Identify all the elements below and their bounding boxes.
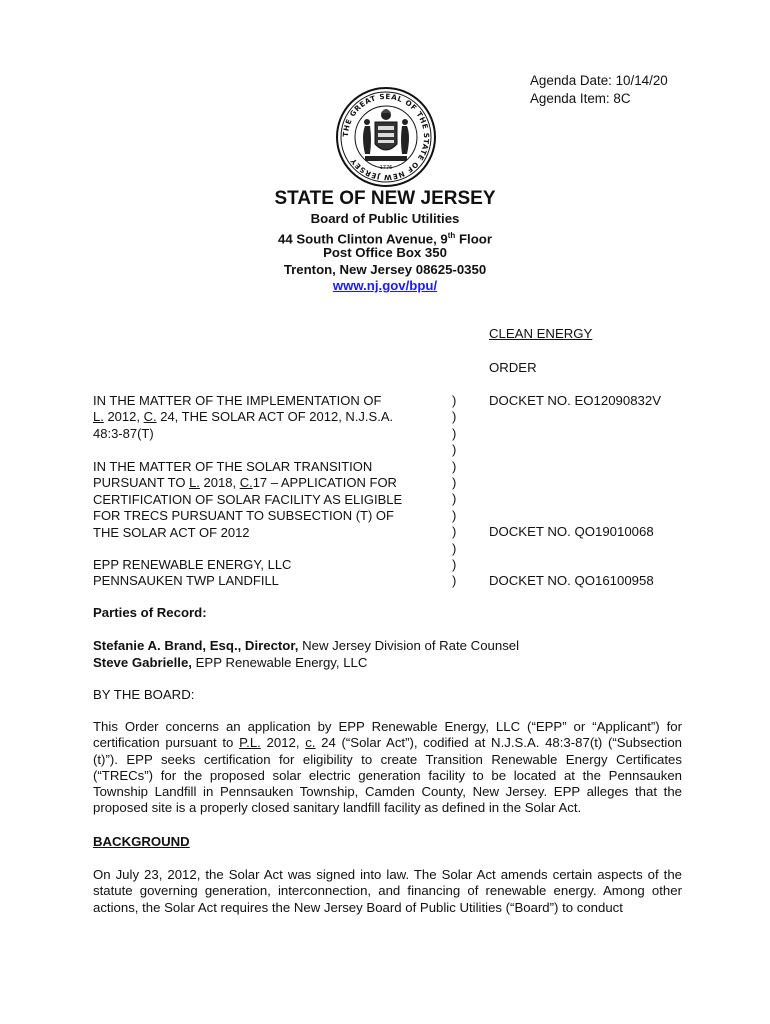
division-label: CLEAN ENERGY <box>489 326 593 341</box>
paren: ) <box>452 393 457 408</box>
by-the-board: BY THE BOARD: <box>93 687 195 702</box>
caption-text: 2018, <box>199 475 240 491</box>
paren: ) <box>452 458 457 474</box>
caption-l: L. <box>93 409 104 425</box>
party-org: EPP Renewable Energy, LLC <box>191 655 368 670</box>
caption-line: THE SOLAR ACT OF 2012 <box>93 524 250 540</box>
paren: ) <box>452 524 457 540</box>
caption-matter-2 <box>93 459 438 541</box>
caption-c: C. <box>239 475 253 491</box>
caption-text: 24, THE SOLAR ACT OF 2012, N.J.S.A. <box>156 409 394 425</box>
caption-line: CERTIFICATION OF SOLAR FACILITY AS ELIGIBLE <box>93 491 403 507</box>
agenda-item: Agenda Item: 8C <box>530 91 631 106</box>
caption-line <box>93 475 438 491</box>
party-name: Stefanie A. Brand, Esq., Director, <box>93 638 299 653</box>
caption-text: 17 – APPLICATION FOR <box>252 475 397 491</box>
paren: ) <box>452 409 457 425</box>
website-link[interactable]: www.nj.gov/bpu/ <box>332 278 438 293</box>
state-seal-icon <box>335 86 437 188</box>
agenda-block <box>530 72 668 108</box>
caption-c: C. <box>143 409 157 425</box>
caption-line: IN THE MATTER OF THE SOLAR TRANSITION <box>93 459 373 474</box>
caption-line: FOR TRECS PURSUANT TO SUBSECTION (T) OF <box>93 508 394 524</box>
caption-parens <box>452 393 462 590</box>
docket-number-2: DOCKET NO. QO19010068 <box>489 524 654 539</box>
party-2 <box>93 655 682 671</box>
paren: ) <box>452 425 457 441</box>
caption-line: PENNSAUKEN TWP LANDFILL <box>93 573 279 589</box>
background-heading: BACKGROUND <box>93 834 190 849</box>
paren: ) <box>452 442 457 458</box>
paren: ) <box>452 540 457 556</box>
docket-number-1: DOCKET NO. EO12090832V <box>489 393 662 408</box>
party-1 <box>93 638 682 654</box>
caption-matter-3 <box>93 557 438 590</box>
caption-line: EPP RENEWABLE ENERGY, LLC <box>93 557 292 572</box>
po-box: Post Office Box 350 <box>323 245 447 260</box>
intro-text: 2012, <box>260 735 306 751</box>
board-name: Board of Public Utilities <box>310 211 460 226</box>
caption-text: PURSUANT TO <box>93 475 190 491</box>
caption-line: 48:3-87(T) <box>93 425 154 441</box>
caption-line: IN THE MATTER OF THE IMPLEMENTATION OF <box>93 393 382 408</box>
intro-text: This Order concerns an application by EPP Renewable Energy, LLC (“EPP” or “Applicant”) for certification pursuant to <box>93 719 682 751</box>
caption-matter-1 <box>93 393 438 442</box>
intro-c: c. <box>305 735 316 751</box>
order-label: ORDER <box>489 360 537 375</box>
state-title: STATE OF NEW JERSEY <box>274 188 496 209</box>
paren: ) <box>452 491 457 507</box>
city-line: Trenton, New Jersey 08625-0350 <box>283 262 487 277</box>
intro-text: 24 (“Solar Act”), codified at N.J.S.A. 48:3-87(t) (“Subsection (t)”). EPP seeks certification for eligibility to create Transition Renewable Energy Certificates (“TRECs”) for the proposed solar electric generation facility to be located at the Pennsauken Township Landfill in Pennsauken Township, Camden County, New Jersey. EPP alleges that the proposed site is a properly closed sanitary landfill facility as defined in the Solar Act. <box>93 735 682 816</box>
address-pre: 44 South Clinton Avenue, 9 <box>278 231 448 247</box>
caption-text: 2012, <box>103 409 144 425</box>
svg-text:1776: 1776 <box>379 165 393 171</box>
seal-text: THE GREAT SEAL OF THE STATE OF NEW JERSEY <box>340 91 432 183</box>
docket-number-3: DOCKET NO. QO16100958 <box>489 573 654 588</box>
paren: ) <box>452 507 457 523</box>
caption-l: L. <box>189 475 200 491</box>
intro-paragraph <box>93 719 682 817</box>
paren: ) <box>452 557 457 573</box>
address-sup: th <box>447 231 456 240</box>
background-paragraph: On July 23, 2012, the Solar Act was signed into law. The Solar Act amends certain aspects of the statute governing generation, interconnection, and financing of renewable energy. Among other actions, the Solar Act requires the New Jersey Board of Public Utilities (“Board”) to conduct <box>93 867 682 915</box>
party-org: New Jersey Division of Rate Counsel <box>298 638 520 653</box>
paren: ) <box>452 475 457 491</box>
caption-line <box>93 409 438 425</box>
party-name: Steve Gabrielle, <box>93 655 192 670</box>
intro-pl: P.L. <box>239 735 261 751</box>
paren: ) <box>452 573 457 589</box>
address-post: Floor <box>455 231 492 247</box>
parties-heading: Parties of Record: <box>93 605 207 620</box>
agenda-date: Agenda Date: 10/14/20 <box>530 73 668 88</box>
